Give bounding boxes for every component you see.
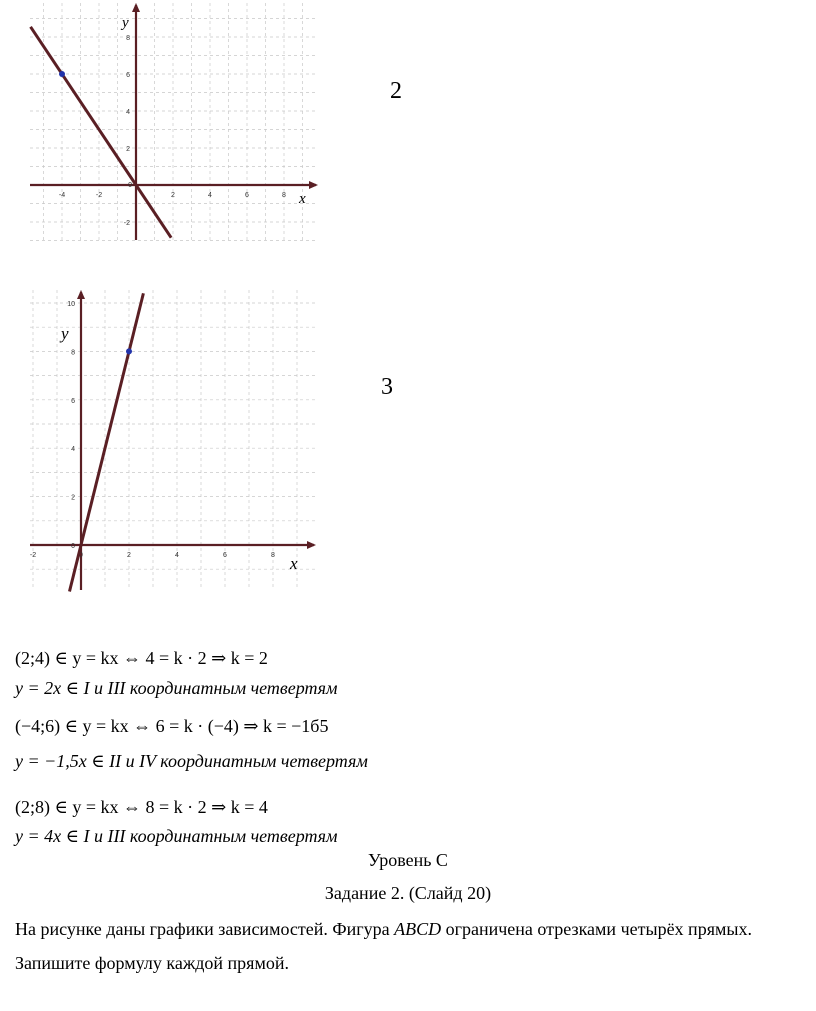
x-tick-label: 4 [175, 552, 179, 559]
y-tick-label: 8 [71, 349, 75, 357]
x-tick-label: 8 [282, 192, 286, 199]
x-tick-label: -2 [95, 192, 103, 199]
figure-name: ABCD [394, 919, 442, 939]
y-tick-label: 8 [126, 35, 130, 42]
y-axis-arrow [77, 290, 85, 299]
solution-2-result: y = −1,5x ∈ II и IV координатным четвертям [15, 751, 368, 771]
x-tick-label: 4 [208, 192, 212, 199]
task-paragraph [15, 912, 795, 980]
x-tick-label: 2 [127, 552, 131, 559]
y-tick-label: 2 [126, 146, 130, 153]
paragraph-part-2: ограничена отрезками четырёх прямых. Запишите формулу каждой прямой. [15, 919, 752, 973]
x-tick-label: -4 [58, 192, 66, 199]
x-tick-label: -2 [29, 552, 37, 559]
y-tick-label: 4 [126, 109, 130, 116]
x-tick-label: 6 [223, 552, 227, 559]
graph-1-number: 2 [390, 78, 402, 104]
graph-line [31, 27, 172, 238]
x-tick-label: 8 [271, 552, 275, 559]
solution-1-equation: (2;4) ∈ y = kx ⇔ 4 = k · 2 ⇒ k = 2 [15, 648, 268, 668]
solution-3-result: y = 4x ∈ I и III координатным четвертям [15, 826, 338, 846]
x-axis-label: x [290, 554, 298, 573]
y-tick-label: 2 [71, 494, 75, 502]
x-tick-label: 0 [79, 552, 83, 559]
y-tick-label: 6 [71, 397, 75, 405]
graph-2 [25, 285, 325, 595]
level-heading: Уровень С [368, 850, 448, 870]
solution-1-result: y = 2x ∈ I и III координатным четвертям [15, 678, 338, 698]
x-tick-label: 2 [171, 192, 175, 199]
grid [30, 3, 318, 241]
axes [30, 3, 318, 240]
solution-2-equation: (−4;6) ∈ y = kx ⇔ 6 = k · (−4) ⇒ k = −1б5 [15, 716, 329, 736]
data-point [59, 71, 65, 77]
graph-1 [25, 0, 325, 245]
x-axis-arrow [307, 541, 316, 549]
tick-labels [59, 35, 286, 227]
y-axis-label: y [122, 15, 129, 31]
x-axis-label: x [299, 191, 306, 207]
y-tick-label: 4 [71, 446, 75, 454]
y-tick-label: -2 [123, 220, 130, 227]
y-tick-label: 10 [67, 301, 75, 308]
y-axis-label: y [61, 324, 69, 343]
y-tick-label: 6 [126, 72, 130, 79]
x-tick-label: 6 [245, 192, 249, 199]
solution-3-equation: (2;8) ∈ y = kx ⇔ 8 = k · 2 ⇒ k = 4 [15, 797, 268, 817]
x-axis-arrow [309, 181, 318, 189]
data-point [126, 348, 132, 354]
paragraph-part-1: На рисунке даны графики зависимостей. Фигура [15, 919, 395, 939]
graph-2-number: 3 [381, 374, 393, 400]
task-heading: Задание 2. (Слайд 20) [324, 883, 492, 903]
origin-label: 0 [128, 182, 132, 189]
y-tick-label: 0 [71, 543, 75, 550]
y-axis-arrow [132, 3, 140, 12]
